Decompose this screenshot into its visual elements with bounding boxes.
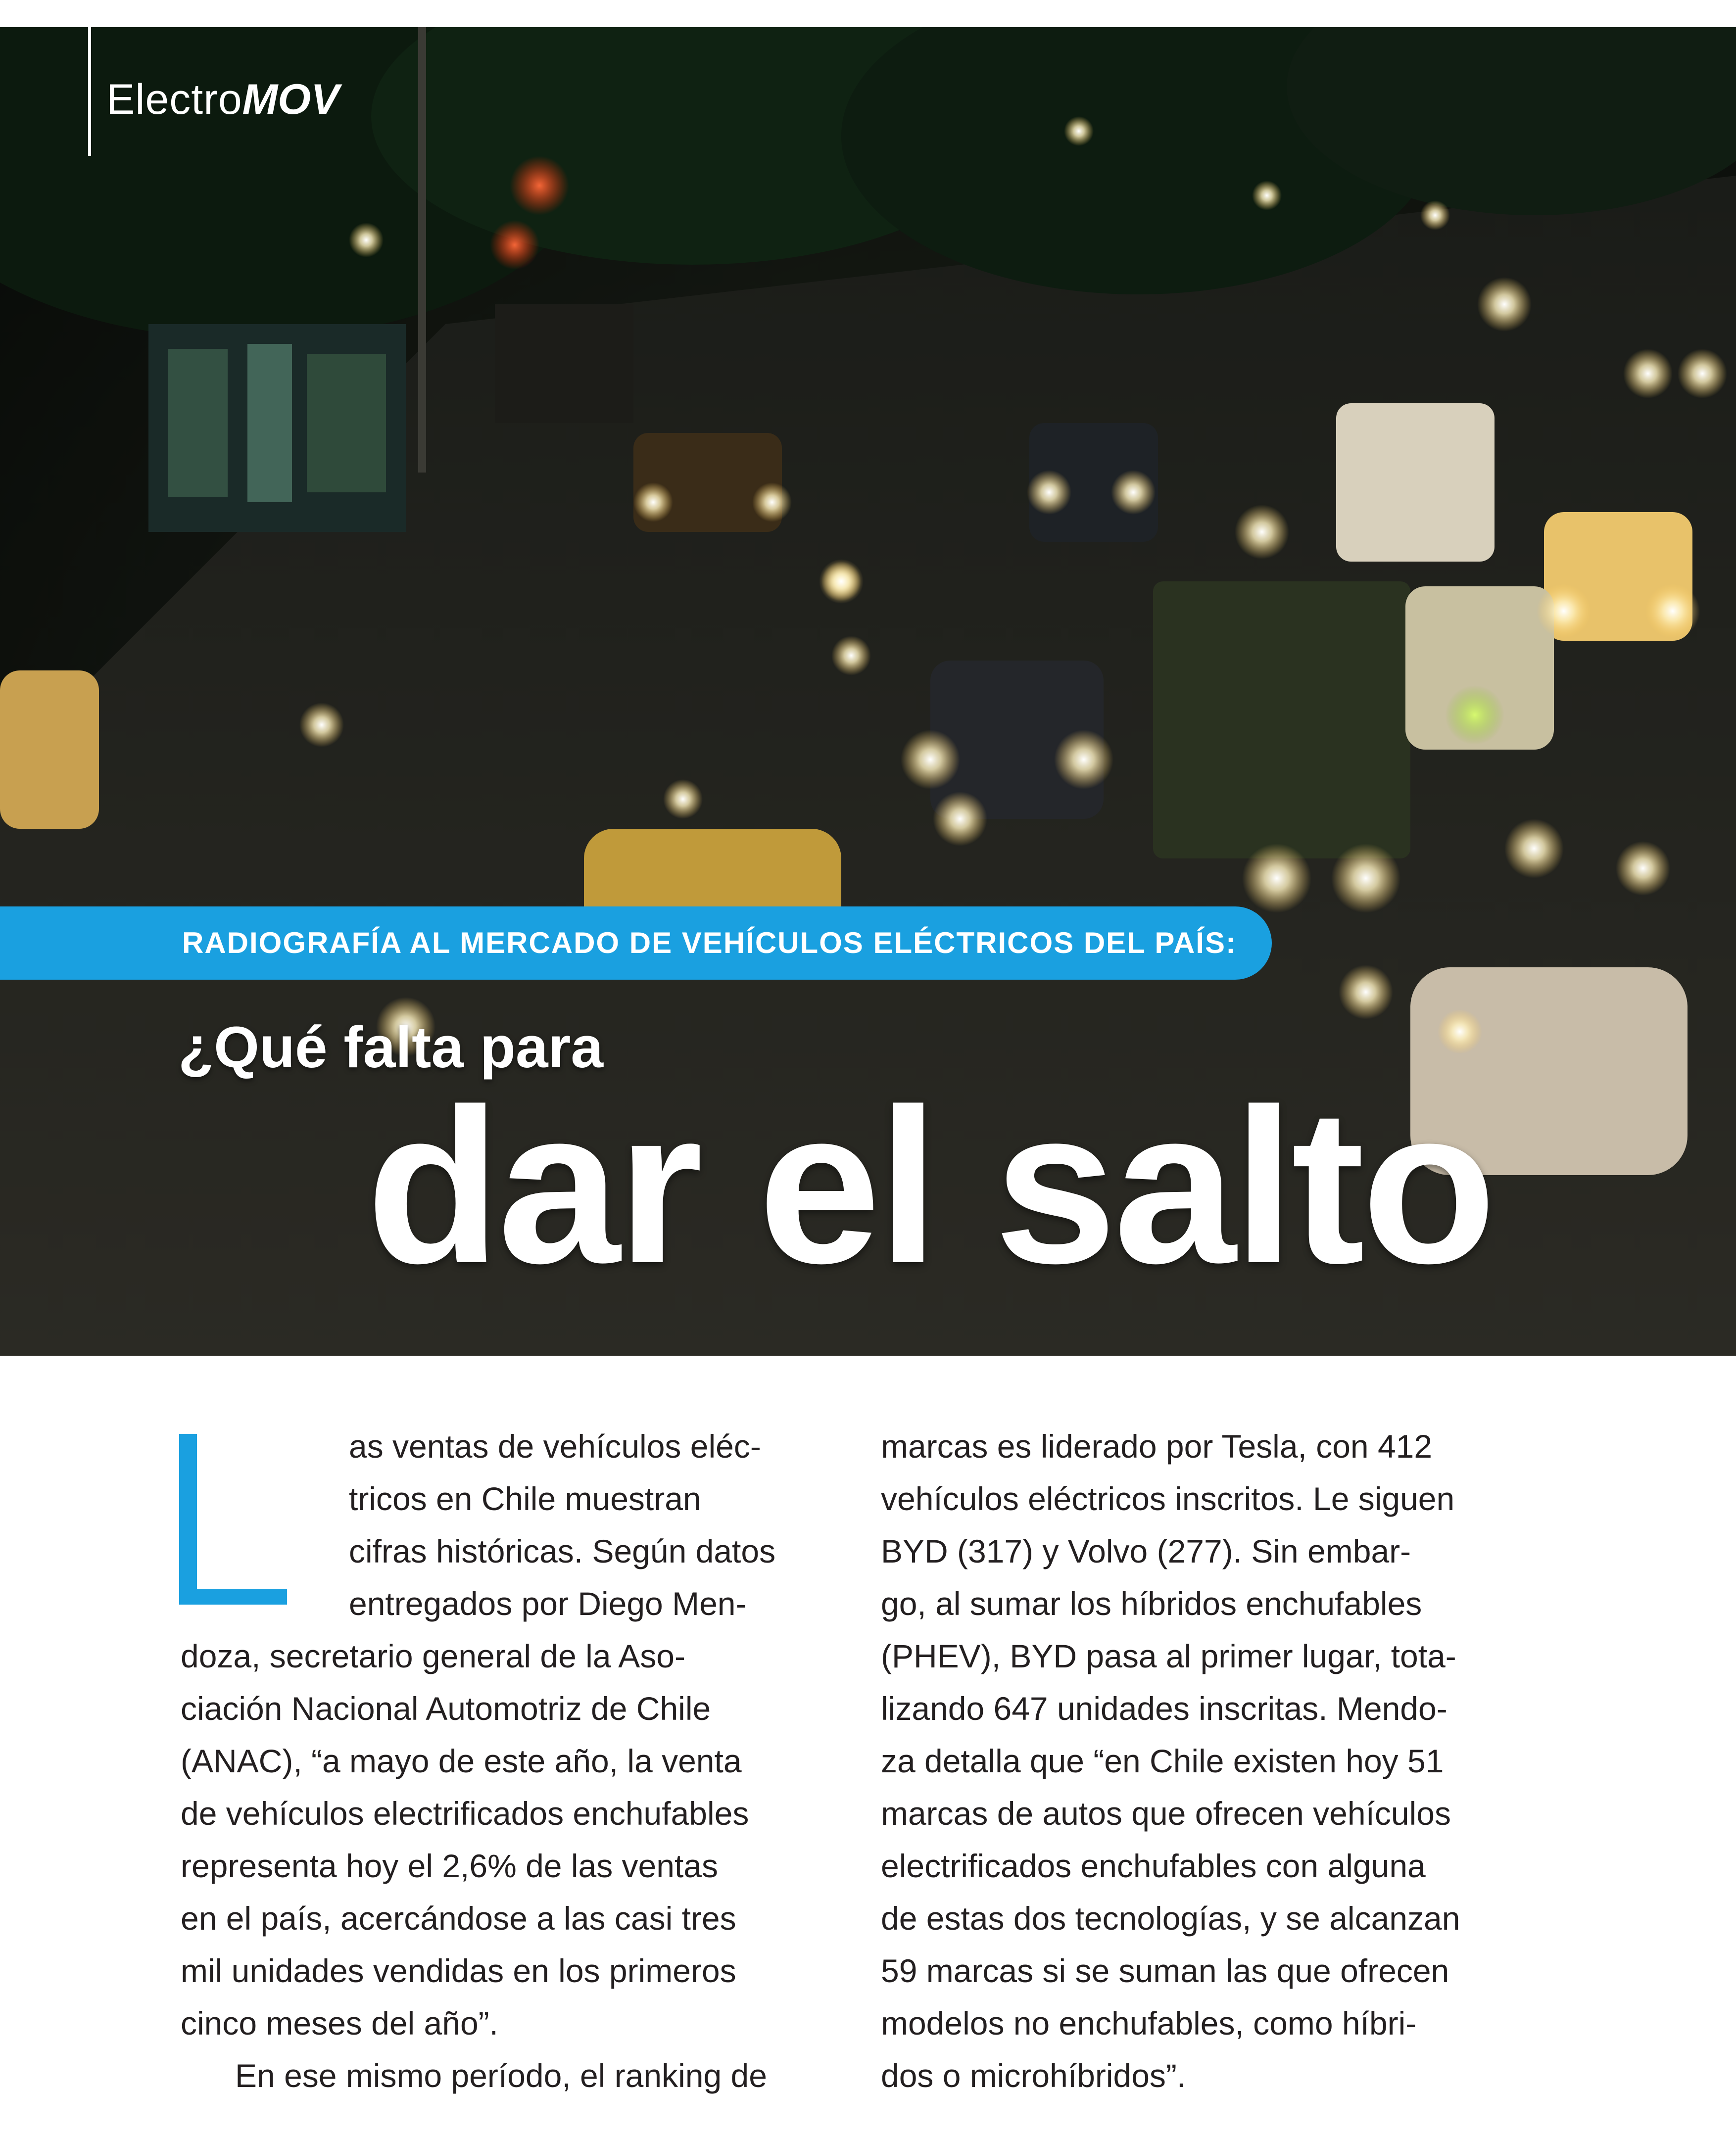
article-line: za detalla que “en Chile existen hoy 51 <box>881 1743 1444 1779</box>
article-line: lizando 647 unidades inscritas. Mendo- <box>881 1690 1447 1727</box>
article-line: cinco meses del año”. <box>181 2005 498 2041</box>
header-rule <box>88 27 91 156</box>
title-line1: ¿Qué falta para <box>178 1015 604 1080</box>
article-line: doza, secretario general de la Aso- <box>181 1638 685 1674</box>
article-line: as ventas de vehículos eléc- <box>349 1428 761 1465</box>
title-line2: dar el salto <box>366 1063 1494 1309</box>
article-line: de vehículos electrificados enchufables <box>181 1795 749 1832</box>
article-line: modelos no enchufables, como híbri- <box>881 2005 1417 2041</box>
article-line: tricos en Chile muestran <box>349 1480 701 1517</box>
article-column-1 <box>181 1420 775 2102</box>
article-line: ciación Nacional Automotriz de Chile <box>181 1690 711 1727</box>
kicker-text: RADIOGRAFÍA AL MERCADO DE VEHÍCULOS ELÉCTRICOS DEL PAÍS: <box>182 926 1237 959</box>
article-line: cifras históricas. Según datos <box>349 1533 776 1569</box>
article-line: marcas de autos que ofrecen vehículos <box>881 1795 1451 1832</box>
article-column-2 <box>881 1420 1460 2102</box>
article-line: en el país, acercándose a las casi tres <box>181 1900 736 1937</box>
brand-part1: Electro <box>106 76 242 123</box>
brand-part2: MOV <box>242 76 339 123</box>
article-line: go, al sumar los híbridos enchufables <box>881 1585 1422 1622</box>
article-line: entregados por Diego Men- <box>349 1585 747 1622</box>
article-line: (PHEV), BYD pasa al primer lugar, tota- <box>881 1638 1456 1674</box>
article-line: En ese mismo período, el ranking de <box>235 2057 767 2094</box>
article-line: marcas es liderado por Tesla, con 412 <box>881 1428 1433 1465</box>
article-line: de estas dos tecnologías, y se alcanzan <box>881 1900 1460 1937</box>
article-line: BYD (317) y Volvo (277). Sin embar- <box>881 1533 1411 1569</box>
article-line: dos o microhíbridos”. <box>881 2057 1186 2094</box>
article-line: representa hoy el 2,6% de las ventas <box>181 1848 719 1884</box>
article-line: vehículos eléctricos inscritos. Le siguen <box>881 1480 1455 1517</box>
article-line: mil unidades vendidas en los primeros <box>181 1952 736 1989</box>
article-line: 59 marcas si se suman las que ofrecen <box>881 1952 1449 1989</box>
article-line: electrificados enchufables con alguna <box>881 1848 1426 1884</box>
article-line: (ANAC), “a mayo de este año, la venta <box>181 1743 742 1779</box>
brand-logo <box>106 78 339 121</box>
